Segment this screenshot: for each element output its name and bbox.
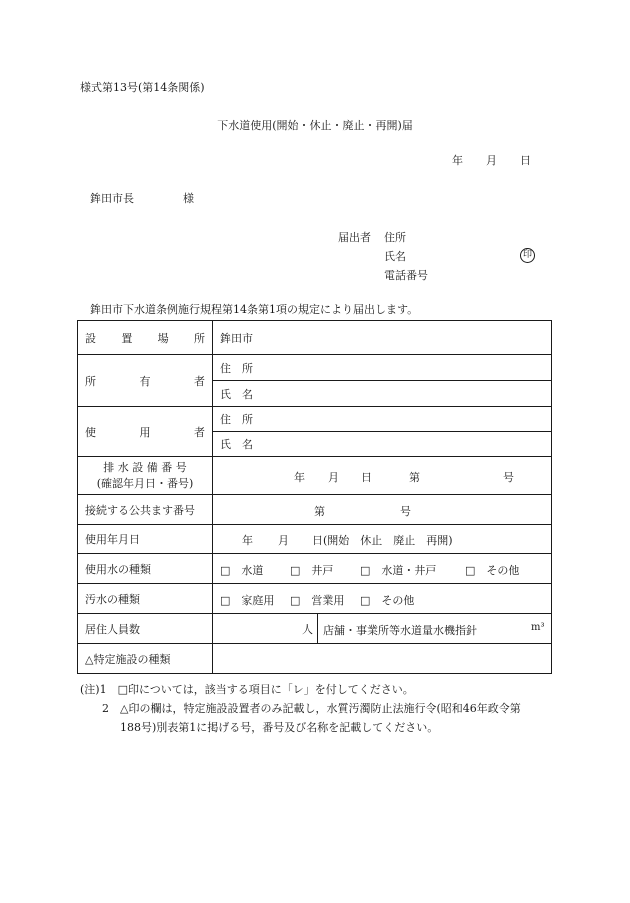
note-2-continued: 188号)別表第1に掲げる号，番号及び名称を記載してください。 [120, 721, 439, 734]
owner-address-field[interactable]: 住 所 [213, 355, 552, 381]
checkbox-water-other[interactable]: □ その他 [465, 563, 520, 577]
user-name-field[interactable]: 氏 名 [213, 432, 552, 457]
table-row [78, 495, 552, 525]
addressee-name: 鉾田市長 [90, 192, 134, 205]
table-row [78, 407, 552, 432]
drainage-label: 排 水 設 備 番 号 [103, 460, 187, 474]
manhole-go: 号 [400, 504, 411, 518]
date-year: 年 [452, 154, 463, 167]
owner-name-field[interactable]: 氏 名 [213, 381, 552, 407]
checkbox-water-and-well[interactable]: □ 水道・井戸 [360, 563, 437, 577]
residents-label: 居住人員数 [78, 614, 213, 644]
drainage-year: 年 [294, 470, 305, 484]
location-value[interactable]: 鉾田市 [213, 321, 552, 355]
form-number: 様式第13号(第14条関係) [80, 81, 205, 94]
facility-field[interactable] [213, 644, 552, 674]
facility-label: △特定施設の種類 [78, 644, 213, 674]
notifier-name-label: 氏名 [384, 250, 406, 263]
intro-text: 鉾田市下水道条例施行規程第14条第1項の規定により届出します。 [90, 303, 419, 316]
user-label: 使 用 者 [85, 425, 205, 439]
table-row [78, 584, 552, 614]
usage-day-options: 日(開始 休止 廃止 再開) [312, 534, 453, 547]
user-address-field[interactable]: 住 所 [213, 407, 552, 432]
form-title: 下水道使用(開始・休止・廃止・再開)届 [217, 119, 413, 132]
water-type-label: 使用水の種類 [78, 554, 213, 584]
sewage-type-field [213, 584, 552, 614]
manhole-label: 接続する公共ます番号 [78, 495, 213, 525]
drainage-label-cell [78, 457, 213, 495]
owner-label: 所 有 者 [85, 374, 205, 388]
location-label: 設 置 場 所 [85, 331, 205, 345]
notes [80, 680, 521, 737]
sewage-type-label: 汚水の種類 [78, 584, 213, 614]
notifier-label: 届出者 [338, 231, 371, 244]
table-row [78, 614, 552, 644]
table-row [78, 321, 552, 355]
notifier-address-label: 住所 [384, 231, 406, 244]
meter-unit: m³ [531, 621, 545, 633]
checkbox-household[interactable]: □ 家庭用 [220, 593, 275, 607]
manhole-value-field[interactable] [213, 495, 552, 525]
drainage-value-field[interactable] [213, 457, 552, 495]
table-row [78, 554, 552, 584]
table-row [78, 525, 552, 554]
water-type-field [213, 554, 552, 584]
drainage-sublabel: (確認年月日・番号) [96, 476, 194, 490]
checkbox-sewage-other[interactable]: □ その他 [360, 593, 415, 607]
usage-date-label: 使用年月日 [78, 525, 213, 554]
table-row [78, 457, 552, 495]
checkbox-water-supply[interactable]: □ 水道 [220, 563, 264, 577]
table-row [78, 644, 552, 674]
drainage-month: 月 [328, 470, 339, 484]
checkbox-well[interactable]: □ 井戸 [290, 563, 334, 577]
meter-field[interactable] [318, 614, 552, 644]
notifier-phone-label: 電話番号 [384, 269, 428, 282]
owner-label-cell [78, 355, 213, 407]
note-2: 2 △印の欄は，特定施設設置者のみ記載し，水質汚濁防止法施行令(昭和46年政令第 [102, 702, 521, 715]
application-table [77, 320, 552, 674]
usage-month: 月 [278, 534, 289, 547]
seal-icon: 印 [520, 248, 535, 263]
date-day: 日 [520, 154, 531, 167]
date-month: 月 [486, 154, 497, 167]
drainage-go: 号 [503, 470, 514, 484]
drainage-day: 日 [361, 470, 372, 484]
meter-label: 店舗・事業所等水道量水機指針 [323, 623, 477, 637]
table-row [78, 355, 552, 381]
usage-date-field[interactable] [213, 525, 552, 554]
location-label-cell [78, 321, 213, 355]
user-label-cell [78, 407, 213, 457]
manhole-dai: 第 [314, 504, 325, 518]
usage-year: 年 [242, 534, 253, 547]
checkbox-business[interactable]: □ 営業用 [290, 593, 345, 607]
note-1: (注)1 □印については，該当する項目に「レ」を付してください。 [80, 683, 414, 696]
addressee-honorific: 様 [183, 192, 194, 205]
residents-field[interactable]: 人 [213, 614, 318, 644]
drainage-dai: 第 [409, 470, 420, 484]
